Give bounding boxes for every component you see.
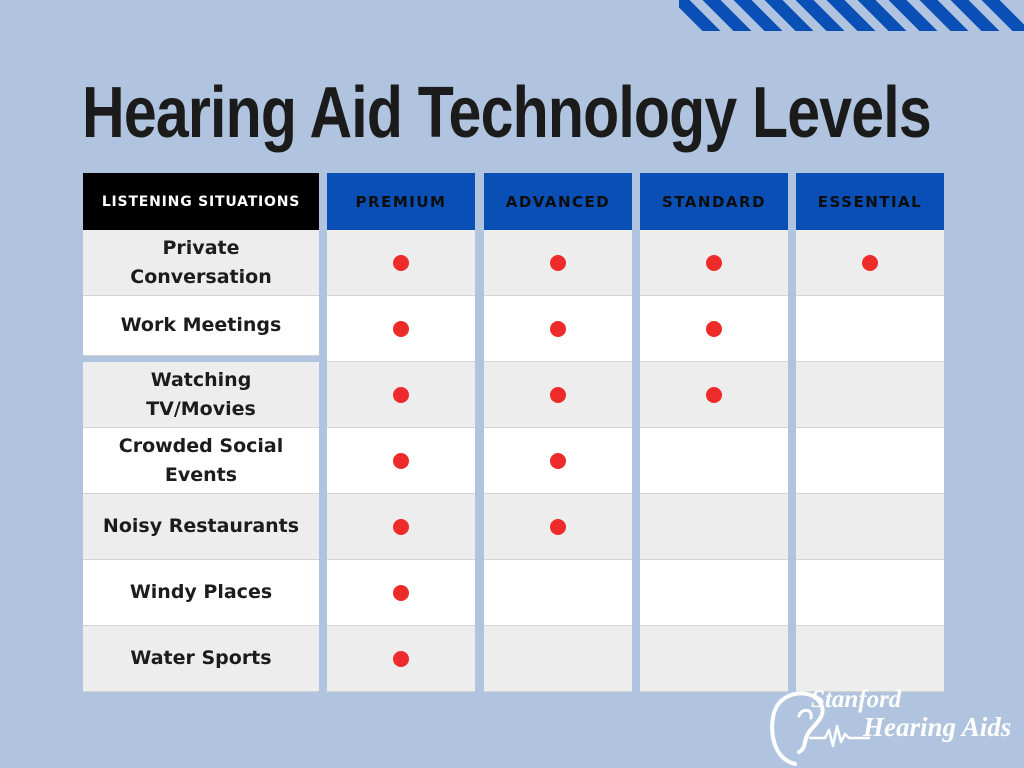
availability-cell xyxy=(640,494,788,560)
availability-cell xyxy=(640,428,788,494)
included-dot-icon xyxy=(550,453,566,469)
availability-cell xyxy=(484,626,632,692)
availability-cell xyxy=(640,362,788,428)
availability-cell xyxy=(640,626,788,692)
level-column-essential xyxy=(796,173,944,690)
logo-text-hearing-aids: Hearing Aids xyxy=(863,712,1012,742)
page-title: Hearing Aid Technology Levels xyxy=(82,73,931,153)
situations-column xyxy=(83,173,319,690)
situation-label: Water Sports xyxy=(130,647,272,669)
situation-row xyxy=(83,296,319,356)
included-dot-icon xyxy=(862,255,878,271)
included-dot-icon xyxy=(706,387,722,403)
included-dot-icon xyxy=(393,453,409,469)
situations-header: LISTENING SITUATIONS xyxy=(83,173,319,230)
included-dot-icon xyxy=(393,651,409,667)
availability-cell xyxy=(484,230,632,296)
availability-cell xyxy=(327,560,475,626)
availability-cell xyxy=(796,296,944,362)
availability-cell xyxy=(484,296,632,362)
availability-cell xyxy=(484,428,632,494)
situation-row xyxy=(83,494,319,560)
availability-cell xyxy=(796,230,944,296)
level-header: ESSENTIAL xyxy=(796,173,944,230)
situation-row xyxy=(83,230,319,296)
availability-cell xyxy=(640,230,788,296)
availability-cell xyxy=(327,230,475,296)
stanford-hearing-aids-logo xyxy=(765,686,1020,766)
availability-cell xyxy=(327,362,475,428)
situation-label: Watching TV/Movies xyxy=(146,368,256,420)
decorative-stripes xyxy=(679,0,1024,31)
availability-cell xyxy=(796,362,944,428)
availability-cell xyxy=(484,362,632,428)
availability-cell xyxy=(327,428,475,494)
included-dot-icon xyxy=(550,321,566,337)
availability-cell xyxy=(796,626,944,692)
availability-cell xyxy=(796,560,944,626)
level-header: ADVANCED xyxy=(484,173,632,230)
availability-cell xyxy=(640,296,788,362)
availability-cell xyxy=(640,560,788,626)
availability-cell xyxy=(484,494,632,560)
included-dot-icon xyxy=(393,255,409,271)
included-dot-icon xyxy=(550,387,566,403)
situation-label: Noisy Restaurants xyxy=(102,515,300,537)
level-header: PREMIUM xyxy=(327,173,475,230)
availability-cell xyxy=(484,560,632,626)
availability-cell xyxy=(327,296,475,362)
included-dot-icon xyxy=(550,255,566,271)
availability-cell xyxy=(796,494,944,560)
level-column-premium xyxy=(327,173,475,690)
situation-row xyxy=(83,362,319,428)
included-dot-icon xyxy=(706,321,722,337)
situation-label: Private Conversation xyxy=(130,236,272,288)
included-dot-icon xyxy=(393,321,409,337)
situation-row xyxy=(83,560,319,626)
situation-row xyxy=(83,428,319,494)
level-header: STANDARD xyxy=(640,173,788,230)
level-column-standard xyxy=(640,173,788,690)
included-dot-icon xyxy=(706,255,722,271)
included-dot-icon xyxy=(393,519,409,535)
situation-label: Work Meetings xyxy=(120,314,282,336)
situation-label: Windy Places xyxy=(129,581,273,603)
included-dot-icon xyxy=(393,585,409,601)
situation-row xyxy=(83,626,319,692)
availability-cell xyxy=(796,428,944,494)
level-column-advanced xyxy=(484,173,632,690)
availability-cell xyxy=(327,626,475,692)
included-dot-icon xyxy=(393,387,409,403)
included-dot-icon xyxy=(550,519,566,535)
situation-label: Crowded Social Events xyxy=(118,434,284,486)
availability-cell xyxy=(327,494,475,560)
logo-text-stanford: Stanford xyxy=(811,686,902,713)
